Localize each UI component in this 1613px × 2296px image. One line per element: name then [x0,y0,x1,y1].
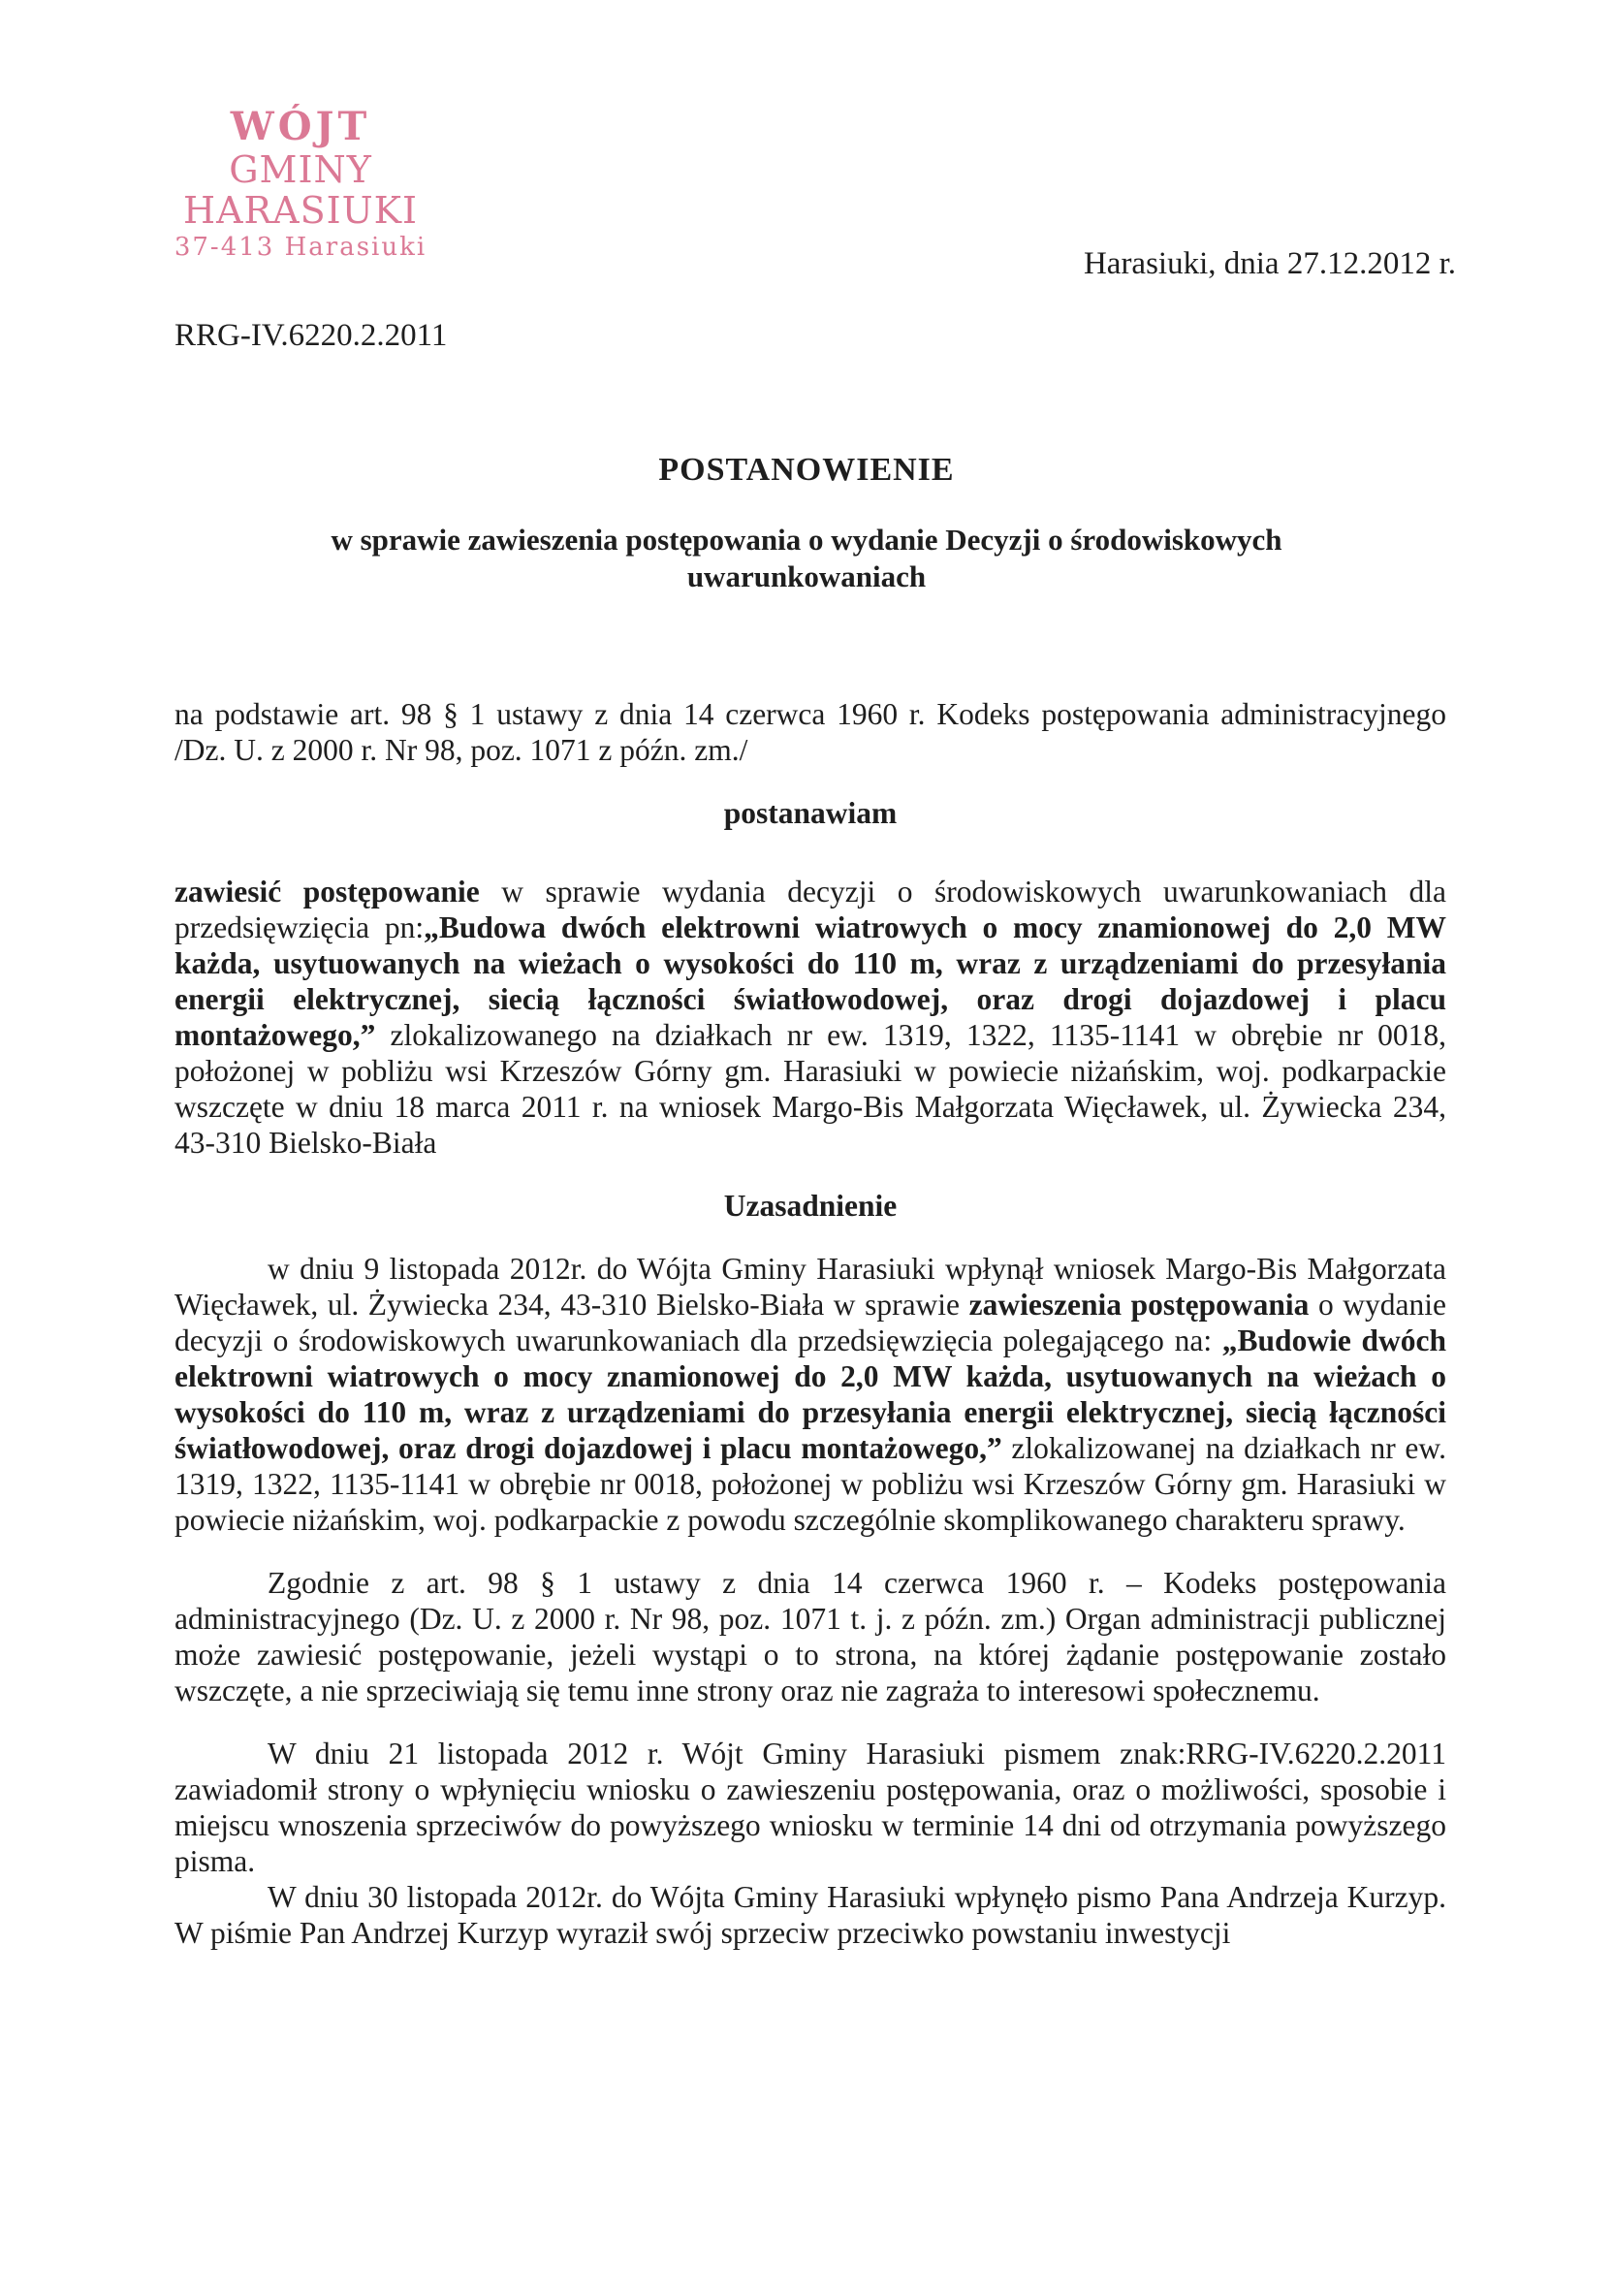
justification-heading: Uzasadnienie [723,1189,898,1223]
decision-bold-start: zawiesić postępowanie [174,875,480,909]
justification-paragraph-4: W dniu 30 listopada 2012r. do Wójta Gminy Harasiuki wpłynęło pismo Pana Andrzeja Kurzyp. W piśmie Pan Andrzej Kurzyp wyraził swój sprzeciw przeciwko powstaniu inwestycji [174,1880,1446,1950]
document-subtitle: w sprawie zawieszenia postępowania o wydanie Decyzji o środowiskowych uwarunkowaniach [331,523,1282,593]
justification-paragraph-2: Zgodnie z art. 98 § 1 ustawy z dnia 14 czerwca 1960 r. – Kodeks postępowania administracyjnego (Dz. U. z 2000 r. Nr 98, poz. 1071 t. j. z późn. zm.) Organ administracji publicznej może zawiesić postępowanie, jeżeli wystąpi o to strona, na której żądanie postępowanie zostało wszczęte, a nie sprzeciwiają się temu inne strony oraz nie zagraża to interesowi społecznemu. [174,1566,1446,1707]
p1-text-2: o wydanie decyzji o środowiskowych uwarunkowaniach dla przedsięwzięcia polegającego na: [174,1288,1446,1357]
p1-project: „Budowie dwóch elektrowni wiatrowych o mocy znamionowej do 2,0 MW każda, usytuowanych na wieżach o wysokości do 110 m, wraz z urządzeniami do przesyłania energii elektrycznej, siecią łączności światłowodowej, oraz drogi dojazdowej i placu montażowego,” [174,1323,1447,1465]
stamp-line-3: 37-413 Harasiuki [174,233,427,262]
stamp-line-1: WÓJT [230,104,371,149]
p1-bold-1: zawieszenia postępowania [968,1288,1310,1322]
official-stamp [116,105,485,264]
decision-project-name: „Budowa dwóch elektrowni wiatrowych o mocy znamionowej do 2,0 MW każda, usytuowanych na wieżach o wysokości do 110 m, wraz z urządzeniami do przesyłania energii elektrycznej, siecią łączności światłowodowej, oraz drogi dojazdowej i placu montażowego,” [174,910,1446,1052]
p1-text-1: w dniu 9 listopada 2012r. do Wójta Gminy Harasiuki wpłynął wniosek Margo-Bis Małgorzata Więcławek, ul. Żywiecka 234, 43-310 Bielsko-Biała w sprawie [174,1252,1446,1322]
document-date: Harasiuki, dnia 27.12.2012 r. [1083,246,1456,281]
stamp-line-2: GMINY HARASIUKI [182,148,419,232]
document-title: POSTANOWIENIE [658,452,955,488]
justification-paragraph-3: W dniu 21 listopada 2012 r. Wójt Gminy Harasiuki pismem znak:RRG-IV.6220.2.2011 zawiadomił strony o wpłynięciu wniosku o zawieszeniu postępowania, oraz o możliwości, sposobie i miejscu wnoszenia sprzeciwów do powyższego wniosku w terminie 14 dni od otrzymania powyższego pisma. [174,1737,1446,1878]
decision-paragraph [174,874,1446,1161]
reference-number: RRG-IV.6220.2.2011 [174,318,448,353]
decision-text-1: w sprawie wydania decyzji o środowiskowych uwarunkowaniach dla przedsięwzięcia pn: [174,875,1446,944]
justification-paragraph-1 [174,1251,1446,1538]
document-body [174,696,1446,1951]
p1-text-3: zlokalizowanej na działkach nr ew. 1319, 1322, 1135-1141 w obrębie nr 0018, położonej w pobliżu wsi Krzeszów Górny gm. Harasiuki w powiecie niżańskim, woj. podkarpackie z powodu szczególnie skomplikowanego charakteru sprawy. [174,1431,1446,1537]
decision-text-2: zlokalizowanego na działkach nr ew. 1319, 1322, 1135-1141 w obrębie nr 0018, położonej w pobliżu wsi Krzeszów Górny gm. Harasiuki w powiecie niżańskim, woj. podkarpackie wszczęte w dniu 18 marca 2011 r. na wniosek Margo-Bis Małgorzata Więcławek, ul. Żywiecka 234, 43-310 Bielsko-Biała [174,1018,1446,1160]
legal-basis: na podstawie art. 98 § 1 ustawy z dnia 14 czerwca 1960 r. Kodeks postępowania administracyjnego /Dz. U. z 2000 r. Nr 98, poz. 1071 z późn. zm./ [174,697,1446,767]
decides-heading: postanawiam [723,796,898,830]
